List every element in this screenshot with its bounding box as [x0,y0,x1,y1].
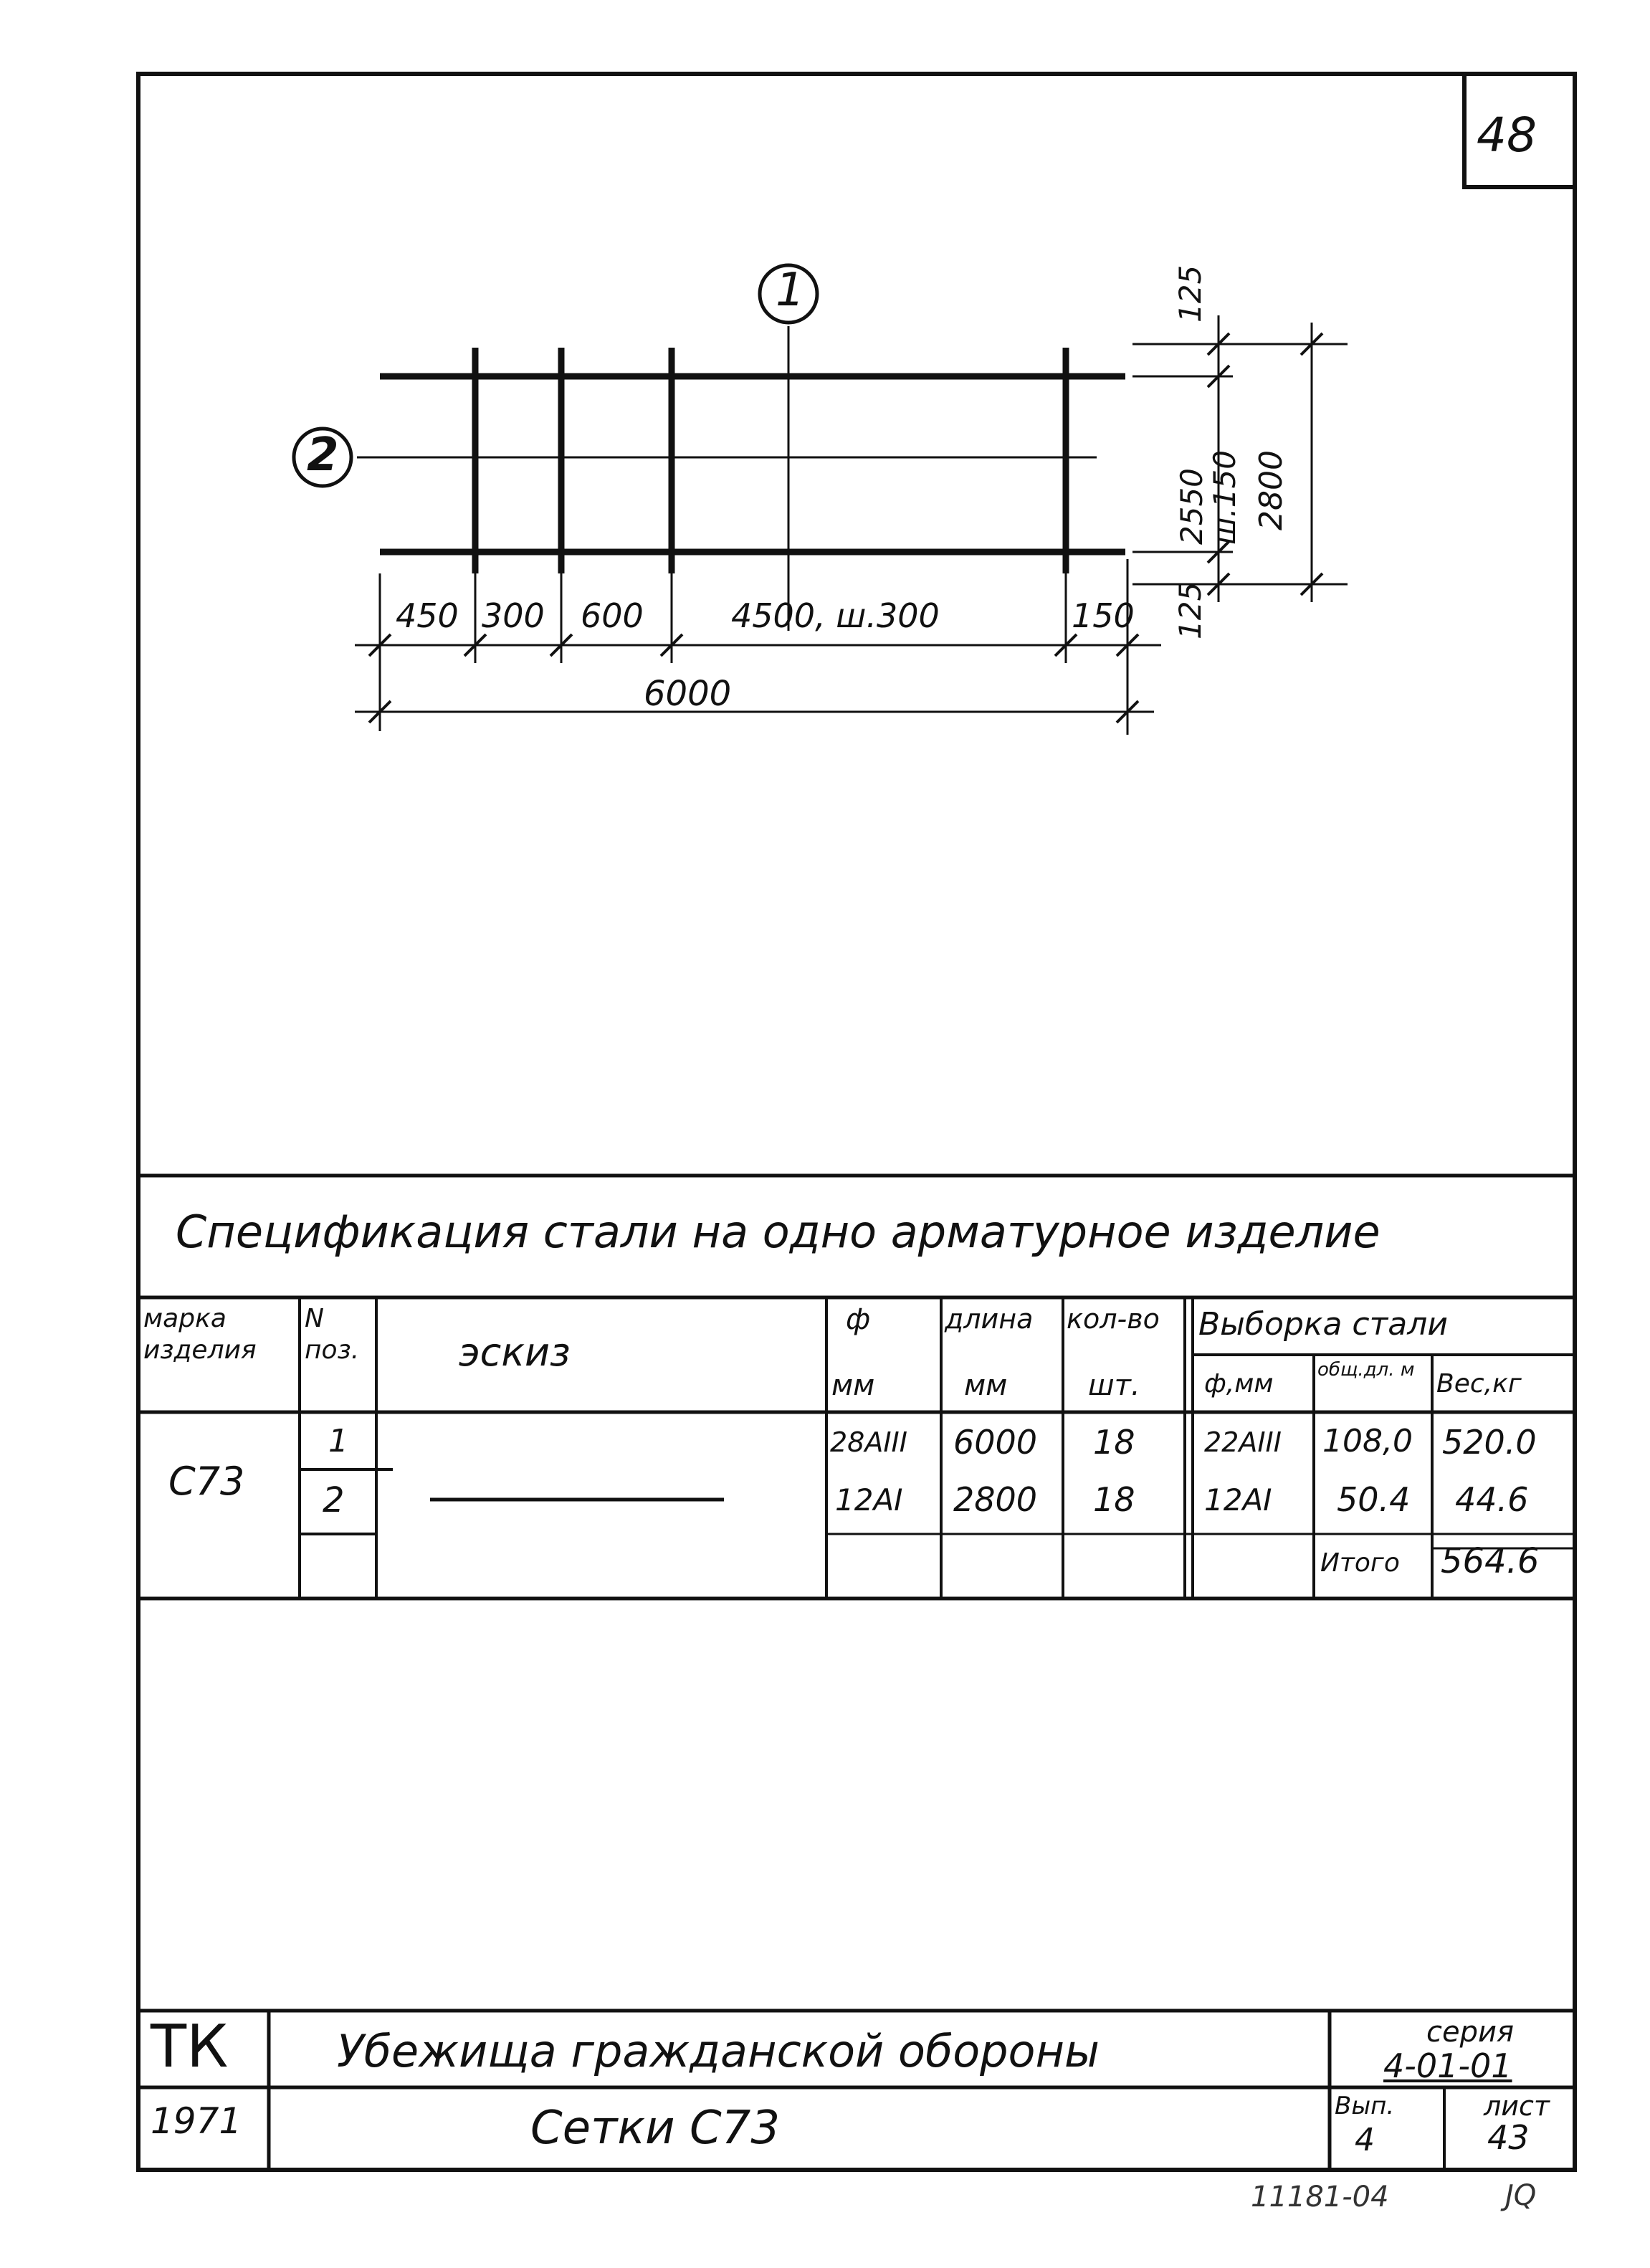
dimension-125-top: 125 [1173,265,1208,323]
total-value: 564.6 [1441,1541,1540,1581]
header-length-unit: мм [964,1369,1008,1402]
header-selection: Выборка стали [1198,1306,1448,1343]
row-1-length: 6000 [953,1423,1038,1462]
footer-code: 11181-04 [1251,2181,1389,2214]
subject: Убежища гражданской обороны [337,2025,1100,2077]
row-2-diam: 12АI [835,1482,903,1517]
header-sketch: эскиз [459,1330,571,1375]
header-pos: N поз. [305,1304,360,1365]
row-1-sel-diam: 22АIII [1204,1426,1282,1458]
dimension-2800: 2800 [1253,450,1289,530]
row-2-length: 2800 [953,1480,1038,1519]
dimension-2550: 2550 ш.150 [1174,450,1242,545]
dimension-600: 600 [581,596,644,635]
header-sel-total: общ.дл. м [1317,1359,1415,1381]
sheet-label: лист [1484,2090,1550,2122]
row-1-qty: 18 [1093,1423,1135,1462]
header-length: длина [945,1303,1034,1335]
dimension-4500: 4500, ш.300 [731,596,940,635]
row-2-qty: 18 [1093,1480,1135,1519]
dimension-150: 150 [1072,596,1135,635]
header-sel-diam: ф,мм [1204,1369,1274,1399]
header-qty-unit: шт. [1088,1369,1140,1402]
year: 1971 [151,2100,242,2142]
spec-title: Спецификация стали на одно арматурное изделие [176,1206,1380,1258]
org-code: ТК [151,2013,229,2081]
series-label: серия [1426,2016,1515,2049]
drawing-name: Сетки С73 [530,2102,781,2155]
header-qty: кол-во [1067,1303,1160,1335]
row-2-sel-total: 50.4 [1337,1480,1411,1519]
dimension-450: 450 [396,596,459,635]
row-1-sel-total: 108,0 [1322,1423,1413,1459]
header-mark: марка изделия [143,1304,257,1365]
row-1-sel-weight: 520.0 [1442,1423,1537,1462]
header-diam-unit: мм [831,1369,875,1402]
row-2-sel-weight: 44.6 [1455,1480,1529,1519]
issue-value: 4 [1355,2122,1375,2158]
position-mark-2: 2 [307,429,339,482]
dimension-125-bottom: 125 [1173,581,1208,639]
row-1-pos: 1 [328,1423,348,1459]
header-sel-weight: Вес,кг [1436,1369,1522,1399]
mark-value: С73 [168,1459,245,1504]
position-mark-1: 1 [776,264,805,317]
total-label: Итого [1320,1548,1400,1578]
series-value: 4-01-01 [1383,2047,1512,2085]
dimension-300: 300 [482,596,545,635]
sheet-value: 43 [1487,2118,1530,2157]
dimension-6000: 6000 [644,674,732,714]
row-2-sel-diam: 12АI [1204,1482,1272,1517]
row-1-diam: 28АIII [830,1426,907,1458]
row-2-pos: 2 [323,1480,345,1520]
footer-mark: JQ [1505,2179,1537,2212]
sheet-number: 48 [1477,108,1537,163]
issue-label: Вып. [1335,2092,1395,2120]
header-diam: ф [846,1303,871,1336]
